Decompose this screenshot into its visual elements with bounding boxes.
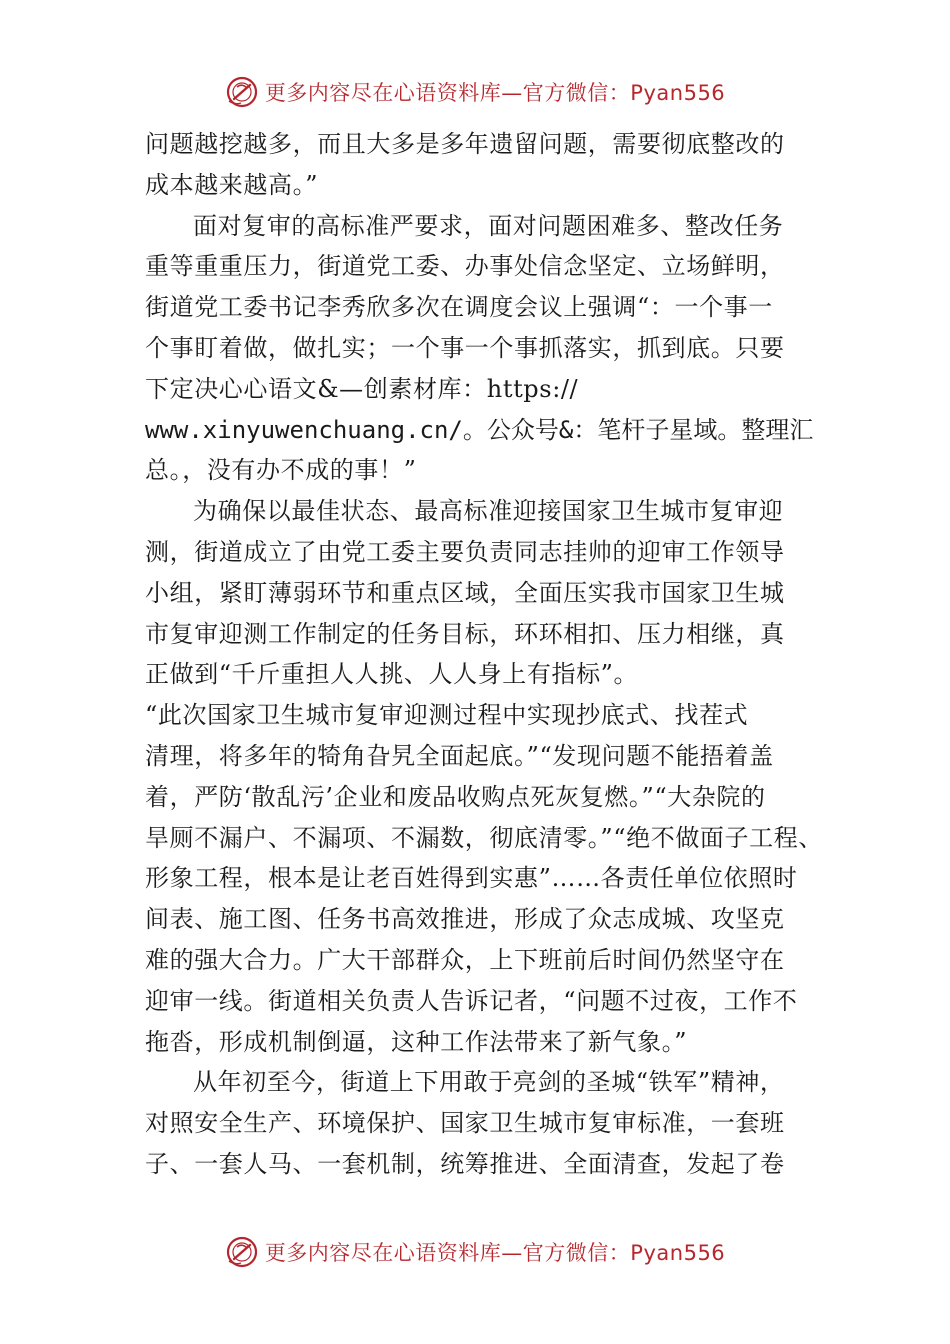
text-line: 街道党工委书记李秀欣多次在调度会议上强调“：一个事一	[145, 293, 773, 322]
text-line: 形象工程，根本是让老百姓得到实惠”……各责任单位依照时	[145, 864, 798, 893]
text-line: 面对复审的高标准严要求，面对问题困难多、整改任务	[193, 211, 784, 240]
text-line: 难的强大合力。广大干部群众，上下班前后时间仍然坚守在	[145, 945, 785, 974]
text-line: 下定决心心语文&—创素材库：https://	[145, 374, 579, 403]
text-line: 旱厕不漏户、不漏项、不漏数，彻底清零。”“绝不做面子工程、	[145, 823, 823, 852]
text-line: 迎审一线。街道相关负责人告诉记者，“问题不过夜，工作不	[145, 986, 798, 1015]
text-line: 市复审迎测工作制定的任务目标，环环相扣、压力相继，真	[145, 619, 785, 648]
text-line: 成本越来越高。”	[145, 170, 319, 199]
text-line: 问题越挖越多，而且大多是多年遗留问题，需要彻底整改的	[145, 130, 785, 158]
text-line: 正做到“千斤重担人人挑、人人身上有指标”。	[145, 660, 639, 689]
header-banner-text: 更多内容尽在心语资料库—官方微信：Pyan556	[264, 81, 726, 105]
text-line: 总。，没有办不成的事！”	[145, 456, 417, 485]
footer-banner	[0, 1230, 950, 1274]
text-line: www.xinyuwenchuang.cn/。公众号&：笔杆子星域。整理汇	[145, 415, 814, 444]
text-line: 间表、施工图、任务书高效推进，形成了众志成城、攻坚克	[145, 905, 785, 934]
text-line: 清理，将多年的犄角旮旯全面起底。”“发现问题不能捂着盖	[145, 741, 774, 770]
text-line: 为确保以最佳状态、最高标准迎接国家卫生城市复审迎	[193, 497, 784, 526]
header-banner	[0, 70, 950, 114]
text-line: 重等重重压力，街道党工委、办事处信念坚定、立场鲜明，	[145, 252, 785, 281]
text-line: 子、一套人马、一套机制，统筹推进、全面清查，发起了卷	[145, 1149, 785, 1178]
seal-logo-icon	[225, 75, 259, 109]
document-body	[145, 124, 823, 1185]
footer-banner-text: 更多内容尽在心语资料库—官方微信：Pyan556	[264, 1241, 726, 1265]
text-line: 测，街道成立了由党工委主要负责同志挂帅的迎审工作领导	[145, 537, 785, 566]
text-line: 个事盯着做，做扎实；一个事一个事抓落实，抓到底。只要	[145, 333, 785, 362]
text-line: 对照安全生产、环境保护、国家卫生城市复审标准，一套班	[145, 1109, 785, 1138]
text-line: 从年初至今，街道上下用敢于亮剑的圣城“铁军”精神，	[193, 1068, 785, 1097]
text-line: 小组，紧盯薄弱环节和重点区域，全面压实我市国家卫生城	[145, 578, 785, 607]
text-line: “此次国家卫生城市复审迎测过程中实现抄底式、找茬式	[145, 701, 749, 730]
seal-logo-icon	[225, 1235, 259, 1269]
text-line: 拖沓，形成机制倒逼，这种工作法带来了新气象。”	[145, 1027, 688, 1056]
text-line: 着，严防‘散乱污’企业和废品收购点死灰复燃。”“大杂院的	[145, 782, 766, 811]
